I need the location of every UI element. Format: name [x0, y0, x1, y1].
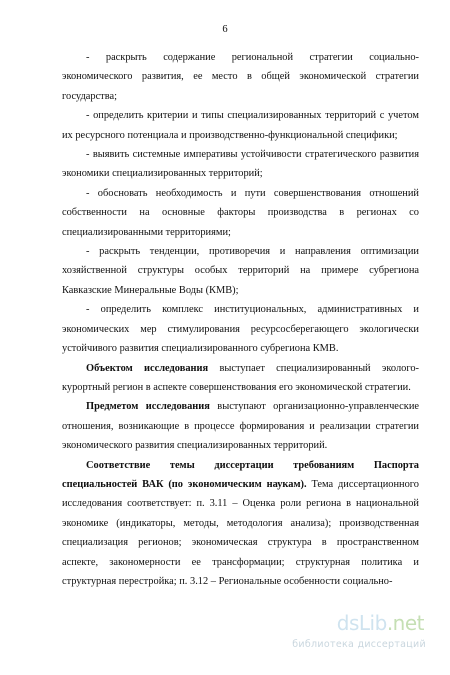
specialty-compliance-paragraph: [62, 456, 419, 592]
watermark-logo: [337, 611, 424, 635]
task-item-5: - раскрыть тенденции, противоречия и направления оптимизации хозяйственной структуры особых территорий на примере субрегиона Кавказские Минеральные Воды (КМВ);: [62, 246, 419, 296]
research-subject-heading: Предметом исследования: [86, 401, 210, 413]
watermark: [292, 611, 428, 661]
task-item-6: - определить комплекс институциональных, административных и экономических мер стимулирования ресурсосберегающего экологически устойчивого развития специализированного субрегиона КМВ.: [62, 304, 419, 355]
task-item-4: - обосновать необходимость и пути совершенствования отношений собственности на основные факторы производства в регионах со специализированными территориями;: [62, 187, 419, 238]
task-item-1: - раскрыть содержание региональной стратегии социально-экономического развития, ее место в общей экономической стратегии государства;: [62, 52, 419, 102]
watermark-logo-domain: .net: [386, 611, 424, 635]
research-object-text: выступает специализированный эколого-курортный регион в аспекте совершенствования его экономической стратегии.: [62, 362, 419, 393]
task-item-2: - определить критерии и типы специализированных территорий с учетом их ресурсного потенциала и производственно-функциональной специфики;: [62, 110, 419, 141]
research-subject-paragraph: [62, 397, 419, 455]
research-object-heading: Объектом исследования: [86, 362, 209, 374]
page-number: 6: [222, 24, 228, 35]
document-body: [62, 48, 419, 591]
task-item-3: - выявить системные императивы устойчивости стратегического развития экономики специализированных территорий;: [62, 149, 419, 180]
specialty-compliance-heading: Соответствие темы диссертации требованиям Паспорта специальностей ВАК (по экономическим наукам).: [62, 459, 419, 490]
research-object-paragraph: [62, 359, 419, 398]
research-subject-text: выступают организационно-управленческие отношения, возникающие в процессе формирования и реализации стратегии экономического развития специализированных территорий.: [62, 401, 419, 452]
watermark-subtitle: библиотека диссертаций: [292, 639, 426, 650]
watermark-logo-main: dsLib: [336, 611, 387, 635]
specialty-compliance-text: Тема диссертационного исследования соответствует: п. 3.11 – Оценка роли региона в национальной экономике (индикаторы, методы, методология анализа); производственная специализация регионов; экономическая структура в пространственном аспекте, закономерности ее трансформации; структурная политика и структурная перестройка; п. 3.12 – Региональные особенности социально-: [62, 478, 419, 587]
